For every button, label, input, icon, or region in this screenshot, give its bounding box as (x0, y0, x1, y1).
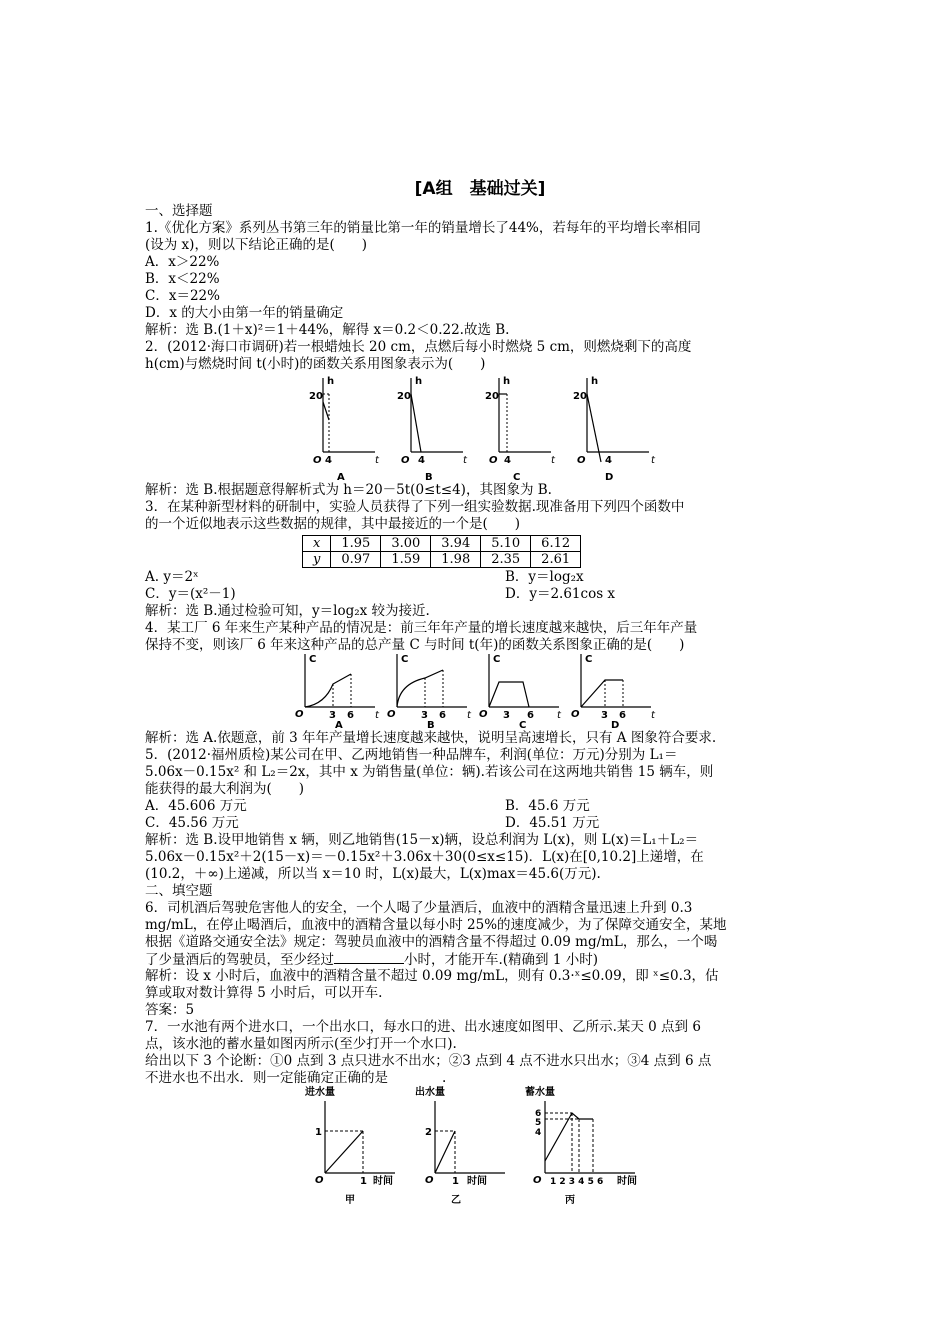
svg-text:6: 6 (535, 1109, 542, 1119)
option-b: B．y＝log₂x (505, 569, 584, 585)
svg-text:C: C (401, 654, 409, 665)
svg-text:B: B (427, 720, 435, 731)
question-text: 不进水也不出水．则一定能确定正确的是 . (145, 1070, 447, 1086)
graph-b (397, 376, 468, 482)
svg-text:O: O (571, 709, 580, 720)
table-cell: 5.10 (481, 536, 531, 552)
svg-text:20: 20 (397, 391, 411, 402)
graph-jia (305, 1085, 395, 1206)
table-cell: 3.00 (381, 536, 431, 552)
svg-text:t: t (551, 455, 555, 466)
table-cell: 1.98 (431, 552, 481, 568)
svg-text:时间: 时间 (373, 1176, 393, 1187)
svg-text:t: t (375, 455, 379, 466)
svg-text:4: 4 (504, 455, 511, 466)
production-graphs (295, 652, 815, 732)
svg-text:时间: 时间 (617, 1176, 637, 1187)
svg-text:h: h (415, 376, 423, 387)
table-cell: 1.59 (381, 552, 431, 568)
svg-text:C: C (585, 654, 593, 665)
svg-text:O: O (401, 455, 410, 466)
graph-d (571, 654, 656, 731)
svg-text:O: O (425, 1175, 434, 1186)
question-text: 7．一水池有两个进水口，一个出水口，每水口的进、出水速度如图甲、乙所示.某天 0 点到 6 (145, 1019, 701, 1035)
question-text: 2．(2012·海口市调研)若一根蜡烛长 20 cm，点燃后每小时燃烧 5 cm，则燃烧剩下的高度 (145, 339, 692, 355)
svg-text:6: 6 (439, 710, 446, 721)
svg-text:时间: 时间 (467, 1176, 487, 1187)
svg-text:O: O (577, 455, 586, 466)
svg-text:3: 3 (421, 710, 428, 721)
option-a: A. y＝2ˣ (145, 569, 199, 585)
svg-text:t: t (651, 455, 655, 466)
svg-text:4: 4 (605, 455, 612, 466)
svg-text:3: 3 (329, 710, 336, 721)
svg-text:C: C (519, 720, 527, 731)
svg-text:1: 1 (315, 1127, 322, 1138)
graph-yi (415, 1085, 505, 1206)
question-text-part: 了少量酒后的驾驶员，至少经过 (145, 952, 334, 968)
svg-text:O: O (313, 455, 322, 466)
question-text: 1.《优化方案》系列丛书第三年的销量比第一年的销量增长了44%，若每年的平均增长率相同 (145, 220, 701, 236)
table-cell: 6.12 (531, 536, 581, 552)
analysis: 解析：选 A.依题意，前 3 年年产量增长速度越来越快，说明呈高速增长，只有 A 图象符合要求. (145, 730, 717, 746)
question-text: 根据《道路交通安全法》规定：驾驶员血液中的酒精含量不得超过 0.09 mg/mL，那么，一个喝 (145, 934, 718, 950)
table-cell: 2.35 (481, 552, 531, 568)
svg-text:3: 3 (503, 710, 510, 721)
question-text: 4．某工厂 6 年来生产某种产品的情况是：前三年年产量的增长速度越来越快，后三年年产量 (145, 620, 698, 636)
svg-text:C: C (493, 654, 501, 665)
question-text: mg/mL，在停止喝酒后，血液中的酒精含量以每小时 25%的速度减少，为了保障交通安全，某地 (145, 917, 727, 933)
question-text: 6．司机酒后驾驶危害他人的安全，一个人喝了少量酒后，血液中的酒精含量迅速上升到 0.3 (145, 900, 693, 916)
svg-text:甲: 甲 (345, 1195, 355, 1206)
question-text (145, 951, 598, 969)
svg-text:D: D (605, 472, 614, 482)
analysis: 解析：选 B.设甲地销售 x 辆，则乙地销售(15－x)辆，设总利润为 L(x)，则 L(x)＝L₁＋L₂＝ (145, 832, 699, 848)
svg-text:2: 2 (425, 1127, 432, 1138)
question-text: h(cm)与燃烧时间 t(小时)的函数关系用图象表示为( ) (145, 356, 486, 372)
question-text: 保持不变，则该厂 6 年来这种产品的总产量 C 与时间 t(年)的函数关系图象正确的是( ) (145, 637, 685, 653)
section-heading: 二、填空题 (145, 883, 213, 899)
graph-d (573, 376, 656, 482)
svg-text:6: 6 (527, 710, 534, 721)
analysis: 解析：选 B.(1＋x)²＝1＋44%，解得 x＝0.2＜0.22.故选 B. (145, 322, 510, 338)
section-heading: 一、选择题 (145, 203, 213, 219)
water-graphs (305, 1085, 805, 1210)
question-text-part: 小时，才能开车.(精确到 1 小时) (404, 952, 598, 968)
svg-text:B: B (425, 472, 433, 482)
svg-text:O: O (489, 455, 498, 466)
svg-text:6: 6 (347, 710, 354, 721)
answer: 答案：5 (145, 1002, 195, 1018)
graph-c (485, 376, 556, 482)
graph-b (387, 654, 472, 731)
table-header: x (303, 536, 331, 552)
svg-text:C: C (513, 472, 521, 482)
svg-text:D: D (611, 720, 620, 731)
table-cell: 0.97 (331, 552, 381, 568)
svg-text:20: 20 (573, 391, 587, 402)
analysis: 5.06x－0.15x²＋2(15－x)＝－0.15x²＋3.06x＋30(0≤x≤15)．L(x)在[0,10.2]上递增，在 (145, 849, 704, 865)
table-cell: 3.94 (431, 536, 481, 552)
svg-text:O: O (533, 1175, 542, 1186)
svg-text:6: 6 (619, 710, 626, 721)
svg-text:20: 20 (309, 391, 323, 402)
svg-text:20: 20 (485, 391, 499, 402)
svg-text:C: C (309, 654, 317, 665)
svg-text:乙: 乙 (451, 1195, 461, 1206)
svg-text:O: O (387, 709, 396, 720)
analysis: 解析：选 B.根据题意得解析式为 h＝20－5t(0≤t≤4)，其图象为 B. (145, 482, 552, 498)
svg-text:4: 4 (535, 1128, 542, 1138)
question-text: 5.06x－0.15x² 和 L₂＝2x，其中 x 为销售量(单位：辆).若该公司在这两地共销售 15 辆车，则 (145, 764, 714, 780)
analysis: 算或取对数计算得 5 小时后，可以开车. (145, 985, 383, 1001)
table-cell: 1.95 (331, 536, 381, 552)
svg-text:4: 4 (418, 455, 425, 466)
question-text: 5．(2012·福州质检)某公司在甲、乙两地销售一种品牌车，利润(单位：万元)分别为 L₁＝ (145, 747, 678, 763)
table-row (303, 536, 581, 552)
svg-text:1 2 3 4 5 6: 1 2 3 4 5 6 (550, 1177, 604, 1187)
section-title: [A组 基础过关] (414, 179, 546, 199)
table-cell: 2.61 (531, 552, 581, 568)
option-c: C．x＝22% (145, 288, 220, 304)
analysis: 解析：选 B.通过检验可知，y＝log₂x 较为接近. (145, 603, 430, 619)
svg-text:丙: 丙 (565, 1195, 575, 1206)
svg-text:5: 5 (535, 1118, 542, 1128)
graph-c (479, 654, 562, 731)
svg-text:1: 1 (452, 1176, 459, 1187)
svg-text:3: 3 (601, 710, 608, 721)
option-b: B．45.6 万元 (505, 798, 590, 814)
graph-a (309, 376, 380, 482)
analysis: (10.2，＋∞)上递减，所以当 x＝10 时，L(x)最大，L(x)max＝45.6(万元). (145, 866, 601, 882)
option-c: C．45.56 万元 (145, 815, 239, 831)
svg-text:h: h (503, 376, 511, 387)
option-a: A．x＞22% (145, 254, 220, 270)
answer-blank (334, 951, 404, 964)
question-text: (设为 x)，则以下结论正确的是( ) (145, 237, 367, 253)
svg-text:A: A (337, 472, 345, 482)
svg-text:t: t (467, 710, 471, 721)
option-d: D．x 的大小由第一年的销量确定 (145, 305, 344, 321)
option-a: A．45.606 万元 (145, 798, 247, 814)
svg-text:出水量: 出水量 (415, 1087, 445, 1098)
option-b: B．x＜22% (145, 271, 220, 287)
svg-text:t: t (557, 710, 561, 721)
analysis: 解析：设 x 小时后，血液中的酒精含量不超过 0.09 mg/mL，则有 0.3·ˣ≤0.09，即 ˣ≤0.3，估 (145, 968, 719, 984)
svg-text:4: 4 (325, 455, 332, 466)
graph-bing (525, 1085, 637, 1206)
question-text: 给出以下 3 个论断：①0 点到 3 点只进水不出水；②3 点到 4 点不进水只出水；③4 点到 6 点 (145, 1053, 712, 1069)
svg-text:h: h (327, 376, 335, 387)
candle-graphs (295, 372, 815, 482)
option-c: C．y＝(x²－1) (145, 586, 236, 602)
table-header: y (303, 552, 331, 568)
question-text: 能获得的最大利润为( ) (145, 781, 305, 797)
option-d: D．45.51 万元 (505, 815, 600, 831)
data-table (302, 535, 581, 568)
svg-text:t: t (375, 710, 379, 721)
question-text: 的一个近似地表示这些数据的规律，其中最接近的一个是( ) (145, 516, 521, 532)
svg-text:进水量: 进水量 (305, 1087, 335, 1098)
table-row (303, 552, 581, 568)
option-d: D．y＝2.61cos x (505, 586, 616, 602)
svg-text:t: t (651, 710, 655, 721)
svg-text:O: O (315, 1175, 324, 1186)
svg-text:h: h (591, 376, 599, 387)
graph-a (295, 654, 380, 731)
svg-text:t: t (463, 455, 467, 466)
svg-text:蓄水量: 蓄水量 (525, 1087, 555, 1098)
svg-text:1: 1 (360, 1176, 367, 1187)
question-text: 3．在某种新型材料的研制中，实验人员获得了下列一组实验数据.现准备用下列四个函数中 (145, 499, 685, 515)
question-text: 点，该水池的蓄水量如图丙所示(至少打开一个水口). (145, 1036, 457, 1052)
svg-text:O: O (295, 709, 304, 720)
svg-text:O: O (479, 709, 488, 720)
svg-text:A: A (335, 720, 343, 731)
